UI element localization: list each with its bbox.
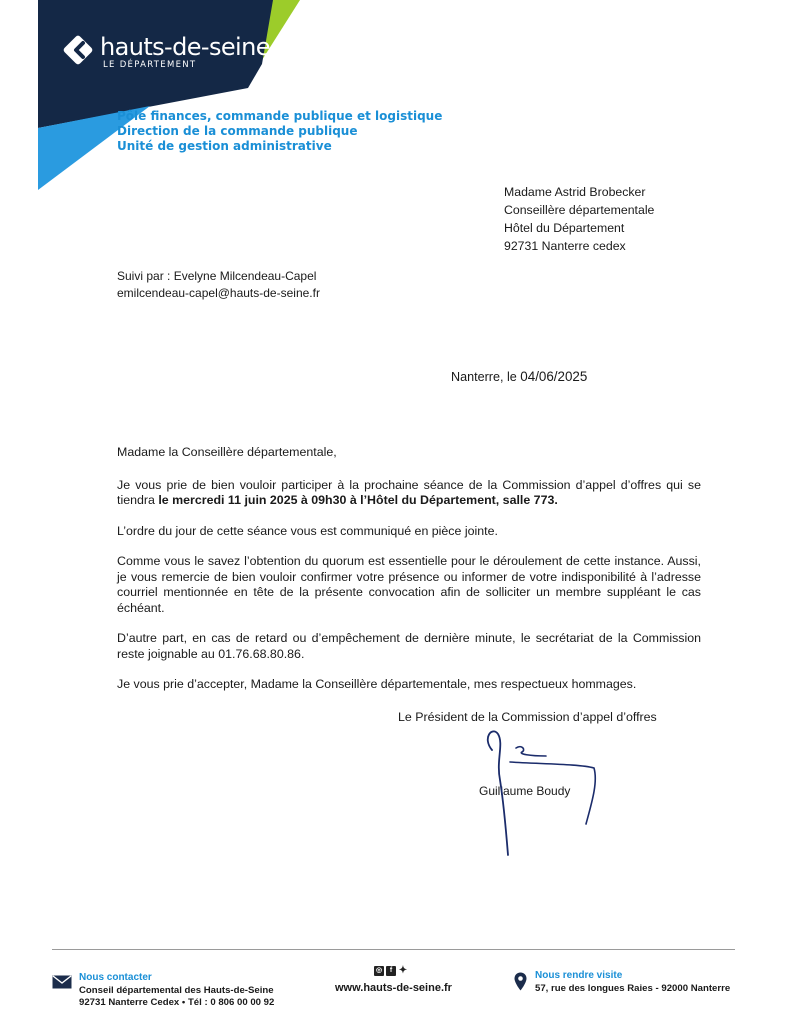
followed-by-line: Suivi par : Evelyne Milcendeau-Capel [117, 269, 317, 283]
contact-org: Conseil départemental des Hauts-de-Seine [79, 984, 274, 996]
meeting-details: le mercredi 11 juin 2025 à 09h30 à l’Hôtel du Département, salle 773. [158, 493, 558, 507]
recipient-title: Conseillère départementale [504, 203, 655, 217]
brand-subtitle: LE DÉPARTEMENT [103, 60, 197, 70]
contact-email[interactable]: emilcendeau-capel@hauts-de-seine.fr [117, 286, 320, 300]
invitation-text: Je vous prie de bien vouloir participer à la prochaine séance de la Commission d’appel d’offres qui se tiendra [117, 477, 701, 507]
department-lines [117, 109, 442, 154]
signatory-name: Guillaume Boudy [479, 784, 571, 798]
paragraph-quorum: Comme vous le savez l’obtention du quorum est essentielle pour le déroulement de cette instance. Aussi, je vous remercie de bien vouloir confirmer votre présence ou informer de votre indisponibilité à l’adresse courriel mentionnée en tête de la présente convocation afin de solliciter un membre suppléant le cas échéant. [117, 554, 701, 615]
paragraph-contact: D’autre part, en cas de retard ou d’empêchement de dernière minute, le secrétariat de la Commission reste joignable au 01.76.68.80.86. [117, 631, 701, 661]
twitter-icon[interactable]: ✦ [398, 965, 408, 976]
paragraph-agenda: L’ordre du jour de cette séance vous est communiqué en pièce jointe. [117, 523, 498, 538]
visit-address: 57, rue des longues Raies - 92000 Nanterre [535, 982, 731, 994]
recipient-address [504, 183, 654, 255]
facebook-icon[interactable]: f [386, 966, 396, 976]
handwritten-signature [470, 720, 610, 860]
envelope-icon [52, 975, 72, 989]
website-link[interactable]: www.hauts-de-seine.fr [335, 982, 452, 994]
signatory-role: Le Président de la Commission d’appel d’offres [398, 710, 657, 724]
instagram-icon[interactable]: ◎ [375, 967, 383, 974]
footer-divider [52, 949, 735, 950]
map-pin-icon [514, 972, 527, 991]
footer-visit [535, 970, 730, 995]
paragraph-invitation [117, 478, 701, 509]
social-icons [374, 966, 408, 976]
recipient-name: Madame Astrid Brobecker [504, 185, 646, 199]
letter-body [117, 445, 701, 708]
letter-date: 04/06/2025 [520, 369, 588, 384]
paragraph-closing: Je vous prie d’accepter, Madame la Conseillère départementale, mes respectueux hommages. [117, 677, 637, 691]
dept-line-direction: Direction de la commande publique [117, 124, 358, 138]
header-banner [0, 0, 300, 195]
followed-by-block [117, 268, 320, 302]
dept-line-pole: Pôle finances, commande publique et logistique [117, 109, 443, 123]
date-line [451, 369, 587, 384]
dept-line-unit: Unité de gestion administrative [117, 139, 332, 153]
salutation: Madame la Conseillère départementale, [117, 445, 337, 459]
footer-contact [79, 972, 274, 1010]
contact-address[interactable]: 92731 Nanterre Cedex • Tél : 0 806 00 00 92 [79, 997, 275, 1008]
recipient-building: Hôtel du Département [504, 221, 625, 235]
recipient-city: 92731 Nanterre cedex [504, 239, 626, 253]
date-prefix: Nanterre, le [451, 370, 521, 384]
brand-name: hauts-de-seine [100, 33, 270, 61]
visit-heading: Nous rendre visite [535, 970, 623, 981]
contact-heading: Nous contacter [79, 972, 152, 983]
